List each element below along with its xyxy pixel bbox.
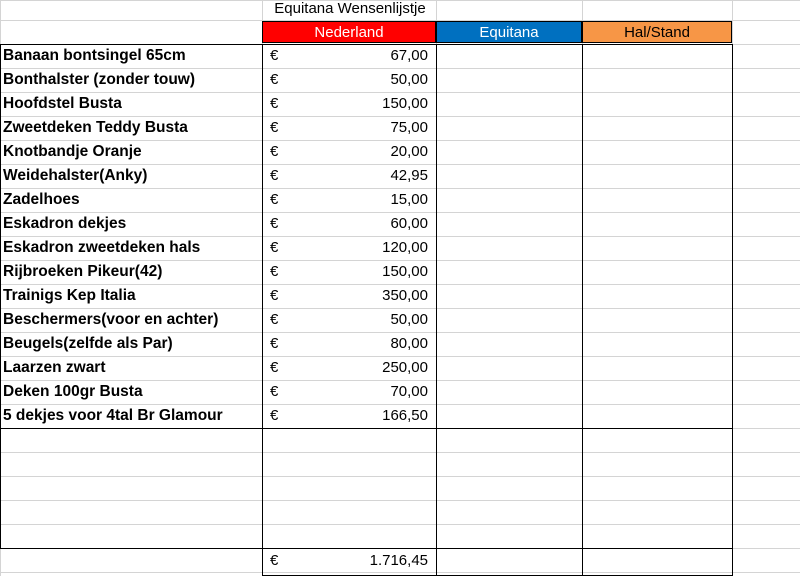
item-name[interactable]: Eskadron dekjes bbox=[3, 215, 127, 232]
item-price[interactable]: 80,00 bbox=[390, 335, 428, 352]
item-name[interactable]: Trainigs Kep Italia bbox=[3, 287, 136, 304]
item-price[interactable]: 60,00 bbox=[390, 215, 428, 232]
currency-symbol[interactable]: € bbox=[270, 383, 279, 400]
item-name[interactable]: Rijbroeken Pikeur(42) bbox=[3, 263, 163, 280]
item-name[interactable]: Zweetdeken Teddy Busta bbox=[3, 119, 188, 136]
table-border bbox=[0, 428, 263, 549]
item-price[interactable]: 75,00 bbox=[390, 119, 428, 136]
currency-symbol[interactable]: € bbox=[270, 335, 279, 352]
item-name[interactable]: Zadelhoes bbox=[3, 191, 80, 208]
item-name[interactable]: Beschermers(voor en achter) bbox=[3, 311, 219, 328]
item-price[interactable]: 166,50 bbox=[382, 407, 428, 424]
item-name[interactable]: Weidehalster(Anky) bbox=[3, 167, 148, 184]
item-name[interactable]: Deken 100gr Busta bbox=[3, 383, 143, 400]
currency-symbol[interactable]: € bbox=[270, 47, 279, 64]
total-amount[interactable]: 1.716,45 bbox=[369, 552, 428, 569]
table-border bbox=[582, 428, 733, 549]
item-price[interactable]: 250,00 bbox=[382, 359, 428, 376]
item-price[interactable]: 15,00 bbox=[390, 191, 428, 208]
header-equitana[interactable]: Equitana bbox=[436, 21, 582, 43]
item-name[interactable]: 5 dekjes voor 4tal Br Glamour bbox=[3, 407, 223, 424]
item-price[interactable]: 42,95 bbox=[390, 167, 428, 184]
item-price[interactable]: 67,00 bbox=[390, 47, 428, 64]
item-name[interactable]: Bonthalster (zonder touw) bbox=[3, 71, 196, 88]
currency-symbol[interactable]: € bbox=[270, 167, 279, 184]
currency-symbol[interactable]: € bbox=[270, 239, 279, 256]
item-name[interactable]: Banaan bontsingel 65cm bbox=[3, 47, 186, 64]
currency-symbol[interactable]: € bbox=[270, 263, 279, 280]
total-currency-symbol[interactable]: € bbox=[270, 552, 279, 569]
item-name[interactable]: Hoofdstel Busta bbox=[3, 95, 122, 112]
table-border bbox=[582, 548, 733, 576]
currency-symbol[interactable]: € bbox=[270, 359, 279, 376]
item-price[interactable]: 20,00 bbox=[390, 143, 428, 160]
currency-symbol[interactable]: € bbox=[270, 407, 279, 424]
currency-symbol[interactable]: € bbox=[270, 119, 279, 136]
sheet-title[interactable]: Equitana Wensenlijstje bbox=[274, 0, 426, 17]
currency-symbol[interactable]: € bbox=[270, 287, 279, 304]
item-price[interactable]: 50,00 bbox=[390, 311, 428, 328]
table-border bbox=[436, 44, 583, 429]
item-price[interactable]: 120,00 bbox=[382, 239, 428, 256]
item-price[interactable]: 150,00 bbox=[382, 263, 428, 280]
item-name[interactable]: Laarzen zwart bbox=[3, 359, 106, 376]
table-border bbox=[436, 548, 583, 576]
item-price[interactable]: 350,00 bbox=[382, 287, 428, 304]
currency-symbol[interactable]: € bbox=[270, 71, 279, 88]
item-price[interactable]: 70,00 bbox=[390, 383, 428, 400]
item-price[interactable]: 150,00 bbox=[382, 95, 428, 112]
currency-symbol[interactable]: € bbox=[270, 215, 279, 232]
header-hal-stand[interactable]: Hal/Stand bbox=[582, 21, 732, 43]
item-name[interactable]: Eskadron zweetdeken hals bbox=[3, 239, 201, 256]
currency-symbol[interactable]: € bbox=[270, 311, 279, 328]
header-nederland[interactable]: Nederland bbox=[262, 21, 436, 43]
currency-symbol[interactable]: € bbox=[270, 191, 279, 208]
currency-symbol[interactable]: € bbox=[270, 95, 279, 112]
table-border bbox=[262, 428, 437, 549]
item-name[interactable]: Beugels(zelfde als Par) bbox=[3, 335, 173, 352]
item-price[interactable]: 50,00 bbox=[390, 71, 428, 88]
table-border bbox=[582, 44, 733, 429]
table-border bbox=[436, 428, 583, 549]
currency-symbol[interactable]: € bbox=[270, 143, 279, 160]
item-name[interactable]: Knotbandje Oranje bbox=[3, 143, 142, 160]
